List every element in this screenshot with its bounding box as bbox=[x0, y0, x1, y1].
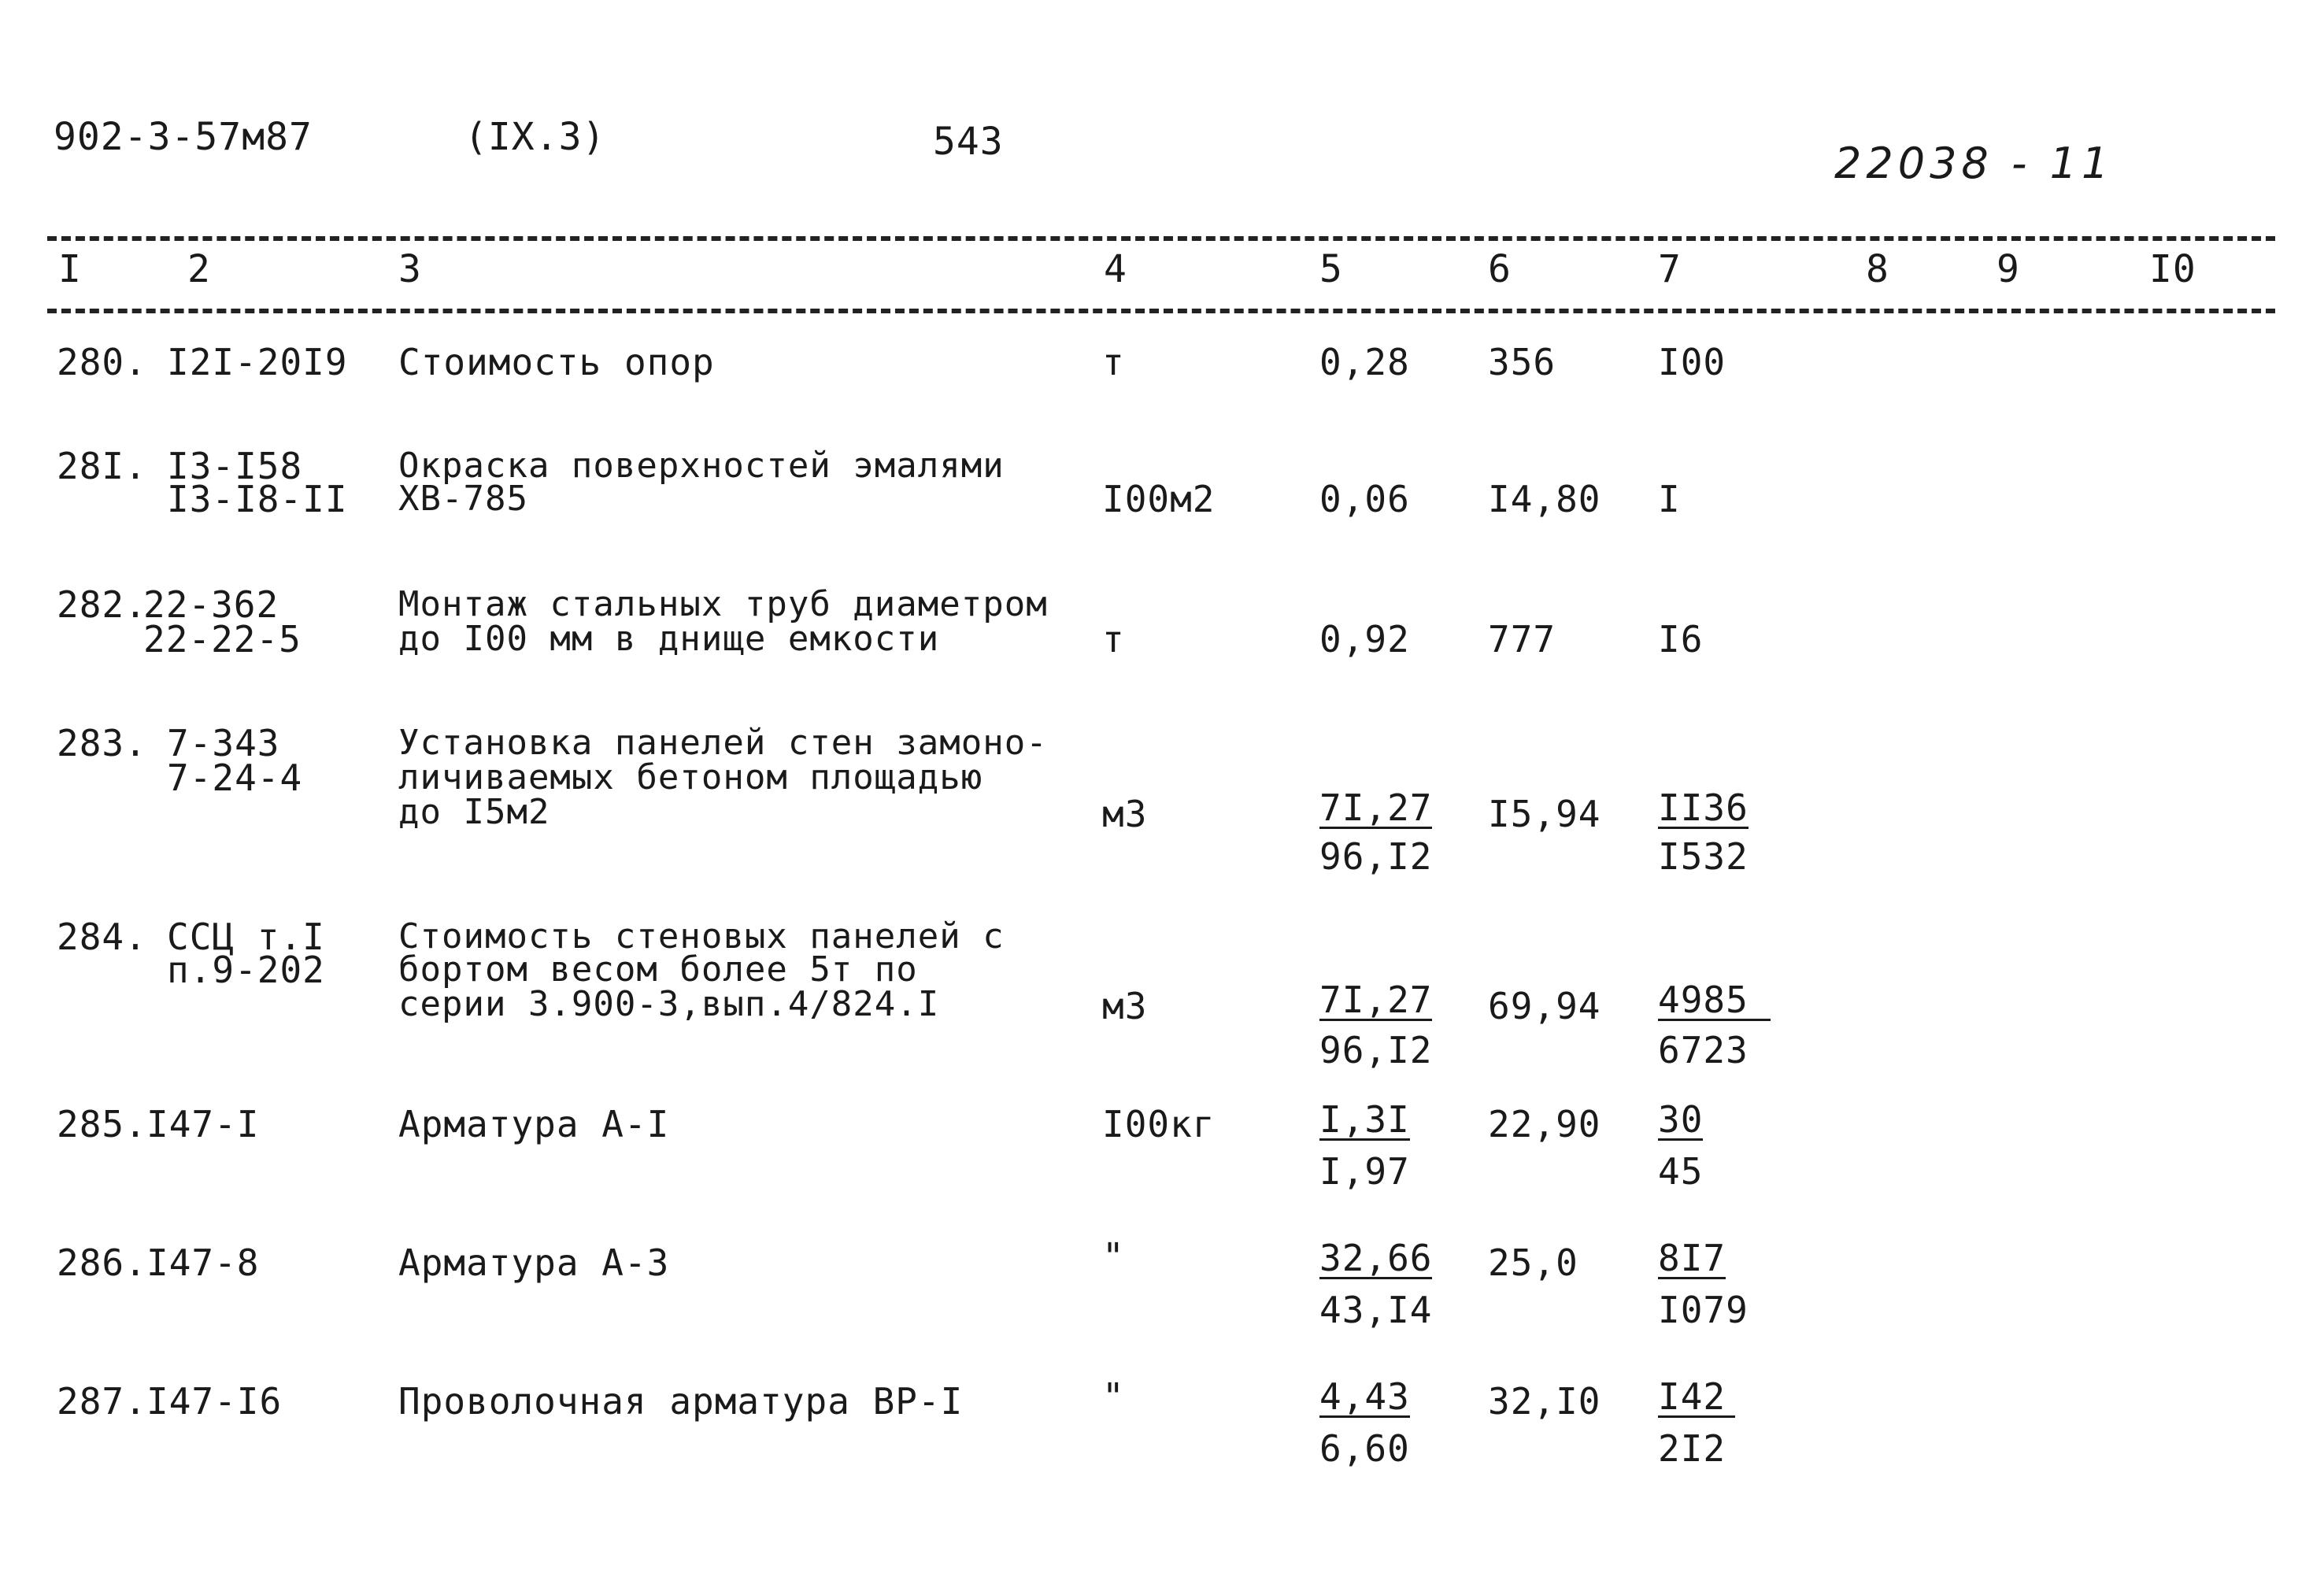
header-top-rule bbox=[47, 236, 2275, 241]
work-description: до I00 мм в днище емкости bbox=[398, 619, 940, 659]
column-header: 2 bbox=[187, 247, 211, 291]
column-header: 9 bbox=[1996, 247, 2020, 291]
column-header: 7 bbox=[1658, 247, 1682, 291]
norm-code: I47-I bbox=[146, 1103, 260, 1145]
norm-code: п.9-202 bbox=[167, 949, 325, 991]
unit: " bbox=[1102, 1375, 1125, 1418]
total-cost: I6 bbox=[1658, 618, 1704, 660]
total-numerator: 4985 bbox=[1658, 982, 1771, 1021]
unit: I00м2 bbox=[1102, 478, 1216, 520]
work-description: Арматура А-3 bbox=[398, 1241, 670, 1284]
norm-code: I3-I58 bbox=[167, 445, 303, 487]
total-numerator: I42 bbox=[1658, 1379, 1735, 1418]
column-header: 6 bbox=[1488, 247, 1512, 291]
row-number: 287. bbox=[57, 1380, 147, 1423]
norm-code: I47-8 bbox=[146, 1241, 260, 1284]
row-number: 280. bbox=[57, 341, 147, 383]
row-number: 28I. bbox=[57, 445, 147, 487]
work-description: Окраска поверхностей эмалями bbox=[398, 446, 1005, 486]
total-denominator: I532 bbox=[1658, 835, 1749, 878]
norm-code: 22-362 bbox=[143, 583, 279, 626]
work-description: Установка панелей стен замоно- bbox=[398, 723, 1048, 763]
work-description: ХВ-785 bbox=[398, 479, 528, 519]
work-description: Монтаж стальных труб диаметром bbox=[398, 584, 1048, 624]
unit-price: 25,0 bbox=[1488, 1241, 1578, 1284]
unit-price: 777 bbox=[1488, 618, 1556, 660]
column-header: 3 bbox=[398, 247, 422, 291]
unit-price: I4,80 bbox=[1488, 478, 1601, 520]
quantity-numerator: 7I,27 bbox=[1319, 979, 1433, 1021]
unit: м3 bbox=[1102, 985, 1148, 1027]
column-header: 4 bbox=[1104, 247, 1127, 291]
unit: I00кг bbox=[1102, 1103, 1216, 1145]
row-number: 285. bbox=[57, 1103, 147, 1145]
work-description: серии 3.900-3,вып.4/824.I bbox=[398, 984, 940, 1024]
total-numerator: 30 bbox=[1658, 1098, 1704, 1141]
row-number: 284. bbox=[57, 916, 147, 958]
unit-price: 22,90 bbox=[1488, 1103, 1601, 1145]
handwritten-reference: 22038 - 11 bbox=[1834, 139, 2114, 188]
quantity-numerator: 4,43 bbox=[1319, 1375, 1410, 1418]
total-numerator: 8I7 bbox=[1658, 1237, 1726, 1279]
quantity-numerator: 32,66 bbox=[1319, 1237, 1433, 1279]
quantity-numerator: I,3I bbox=[1319, 1098, 1410, 1141]
unit: т bbox=[1102, 618, 1125, 660]
norm-code: I2I-20I9 bbox=[167, 341, 348, 383]
work-description: Стоимость опор bbox=[398, 341, 715, 383]
norm-code: 22-22-5 bbox=[143, 618, 302, 660]
unit-price: 69,94 bbox=[1488, 985, 1601, 1027]
total-cost: I bbox=[1658, 478, 1681, 520]
quantity-denominator: 43,I4 bbox=[1319, 1289, 1433, 1331]
work-description: Стоимость стеновых панелей с bbox=[398, 916, 1005, 957]
quantity-denominator: 96,I2 bbox=[1319, 835, 1433, 878]
quantity-denominator: 6,60 bbox=[1319, 1427, 1410, 1470]
row-number: 286. bbox=[57, 1241, 147, 1284]
total-cost: I00 bbox=[1658, 341, 1726, 383]
quantity: 0,06 bbox=[1319, 478, 1410, 520]
document-code: 902-3-57м87 bbox=[54, 115, 313, 159]
total-denominator: 45 bbox=[1658, 1150, 1704, 1193]
row-number: 283. bbox=[57, 722, 147, 764]
total-denominator: I079 bbox=[1658, 1289, 1749, 1331]
column-header: I bbox=[58, 247, 82, 291]
quantity: 0,28 bbox=[1319, 341, 1410, 383]
unit-price: I5,94 bbox=[1488, 793, 1601, 835]
quantity-denominator: 96,I2 bbox=[1319, 1029, 1433, 1071]
work-description: Арматура А-I bbox=[398, 1103, 670, 1145]
unit: т bbox=[1102, 341, 1125, 383]
norm-code: I3-I8-II bbox=[167, 478, 348, 520]
section-label: (IX.3) bbox=[464, 115, 606, 159]
total-numerator: II36 bbox=[1658, 786, 1749, 829]
unit: " bbox=[1102, 1235, 1125, 1278]
norm-code: 7-343 bbox=[167, 722, 280, 764]
quantity: 0,92 bbox=[1319, 618, 1410, 660]
column-header: I0 bbox=[2149, 247, 2196, 291]
norm-code: 7-24-4 bbox=[167, 757, 303, 799]
quantity-denominator: I,97 bbox=[1319, 1150, 1410, 1193]
column-header: 5 bbox=[1319, 247, 1343, 291]
row-number: 282. bbox=[57, 583, 147, 626]
work-description: до I5м2 bbox=[398, 792, 550, 832]
work-description: личиваемых бетоном площадью bbox=[398, 757, 983, 797]
total-denominator: 2I2 bbox=[1658, 1427, 1726, 1470]
quantity-numerator: 7I,27 bbox=[1319, 786, 1433, 829]
total-denominator: 6723 bbox=[1658, 1029, 1749, 1071]
work-description: Проволочная арматура ВР-I bbox=[398, 1380, 964, 1423]
column-header: 8 bbox=[1866, 247, 1889, 291]
work-description: бортом весом более 5т по bbox=[398, 949, 918, 990]
unit-price: 32,I0 bbox=[1488, 1380, 1601, 1423]
header-bottom-rule bbox=[47, 309, 2275, 313]
norm-code: I47-I6 bbox=[146, 1380, 283, 1423]
page-number: 543 bbox=[933, 120, 1004, 164]
unit: м3 bbox=[1102, 793, 1148, 835]
norm-code: ССЦ т.I bbox=[167, 916, 325, 958]
unit-price: 356 bbox=[1488, 341, 1556, 383]
